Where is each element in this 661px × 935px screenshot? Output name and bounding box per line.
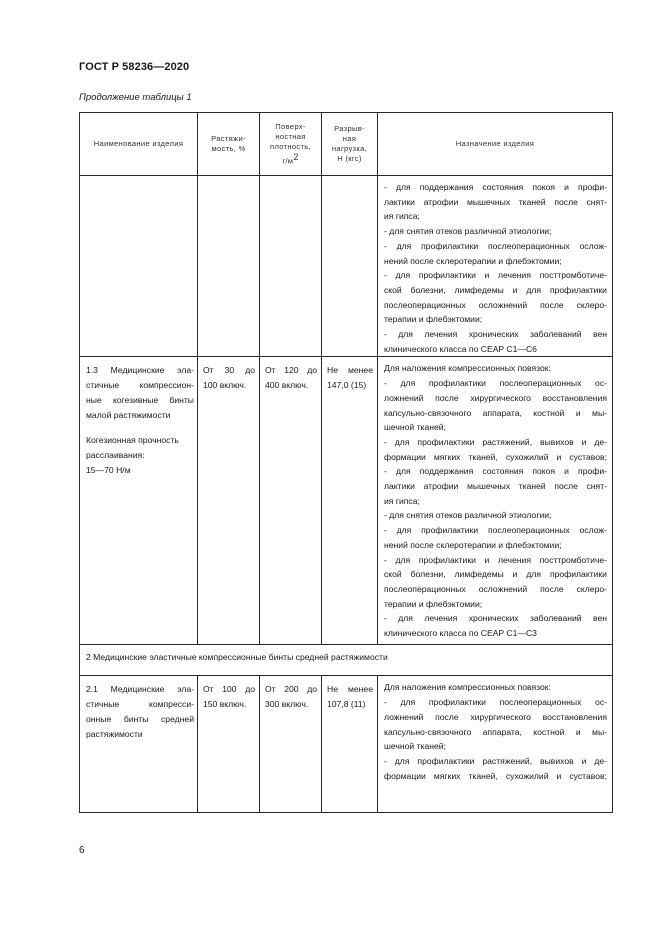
column-header-stretch: Растяжи- мость, % (198, 113, 260, 176)
purpose-cell: Для наложения компрессионных повязок: - для профилактики послеоперационных ос- ложнений после хирургического восстановления капсульно-связочного аппарата, костной и мы- шечной тканей; - для профилактики растяжений, вывихов и де- формации мягких тканей, сухожилий и суставов; (378, 676, 613, 813)
table-row (80, 676, 613, 813)
document-title: ГОСТ Р 58236—2020 (79, 61, 190, 73)
load-cell: Не менее 147,0 (15) (322, 357, 378, 645)
purpose-cell: - для поддержания состояния покоя и профи- лактики атрофии мышечных тканей после снят- ия гипса; - для снятия отеков различной этиологии; - для профилактики послеоперационных ослож- нений после склеротерапии и флебэктомии; - для профилактики и лечения посттромботиче- ской болезни, лимфедемы и для профилактики послеоперационных осложнений после склеро- терапии и флебэктомии; - для лечения хронических заболеваний вен клинического класса по CEAP C1—C6 (378, 176, 613, 357)
purpose-cell: Для наложения компрессионных повязок: - для профилактики послеоперационных ос- ложнений после хирургического восстановления капсульно-связочного аппарата, костной и мы- шечной тканей; - для профилактики растяжений, вывихов и де- формации мягких тканей, сухожилий и суставов; - для поддержания состояния покоя и профи- лактики атрофии мышечных тканей после снят- ия гипса; - для снятия отеков различной этиологии; - для профилактики послеоперационных ослож- нений после склеротерапии и флебэктомии; - для профилактики и лечения посттромботиче- ской болезни, лимфедемы и для профилактики послеоперационных осложнений после склеро- терапии и флебэктомии; - для лечения хронических заболеваний вен клинического класса по CEAP C1—C3 (378, 357, 613, 645)
column-header-density: Поверх- ностная плотность, $г/м^2$ (260, 113, 322, 176)
section-row (80, 645, 613, 676)
density-cell: От 200 до 300 включ. (260, 676, 322, 813)
load-cell (322, 176, 378, 357)
density-cell (260, 176, 322, 357)
column-header-load: Разрыв- ная нагрузка, Н (кгс) (322, 113, 378, 176)
table-continuation-caption: Продолжение таблицы 1 (79, 92, 192, 103)
density-cell: От 120 до 400 включ. (260, 357, 322, 645)
table-header-row (80, 113, 613, 176)
column-header-purpose: Назначение изделия (378, 113, 613, 176)
table-row (80, 357, 613, 645)
name-cell: 2.1 Медицинские эла- стичные компресси- онные бинты средней растяжимости (80, 676, 198, 813)
load-cell: Не менее 107,8 (11) (322, 676, 378, 813)
page-number: 6 (79, 845, 85, 856)
stretch-cell: От 30 до 100 включ. (198, 357, 260, 645)
column-header-name: Наименование изделия (80, 113, 198, 176)
stretch-cell (198, 176, 260, 357)
table-row (80, 176, 613, 357)
name-cell: 1.3 Медицинские эла- стичные компрессион- ные когезивные бинты малой растяжимости Когезионная прочность расслаивания: 15—70 Н/м (80, 357, 198, 645)
section-heading: 2 Медицинские эластичные компрессионные бинты средней растяжимости (80, 645, 613, 676)
stretch-cell: От 100 до 150 включ. (198, 676, 260, 813)
products-table (79, 112, 613, 813)
name-cell (80, 176, 198, 357)
